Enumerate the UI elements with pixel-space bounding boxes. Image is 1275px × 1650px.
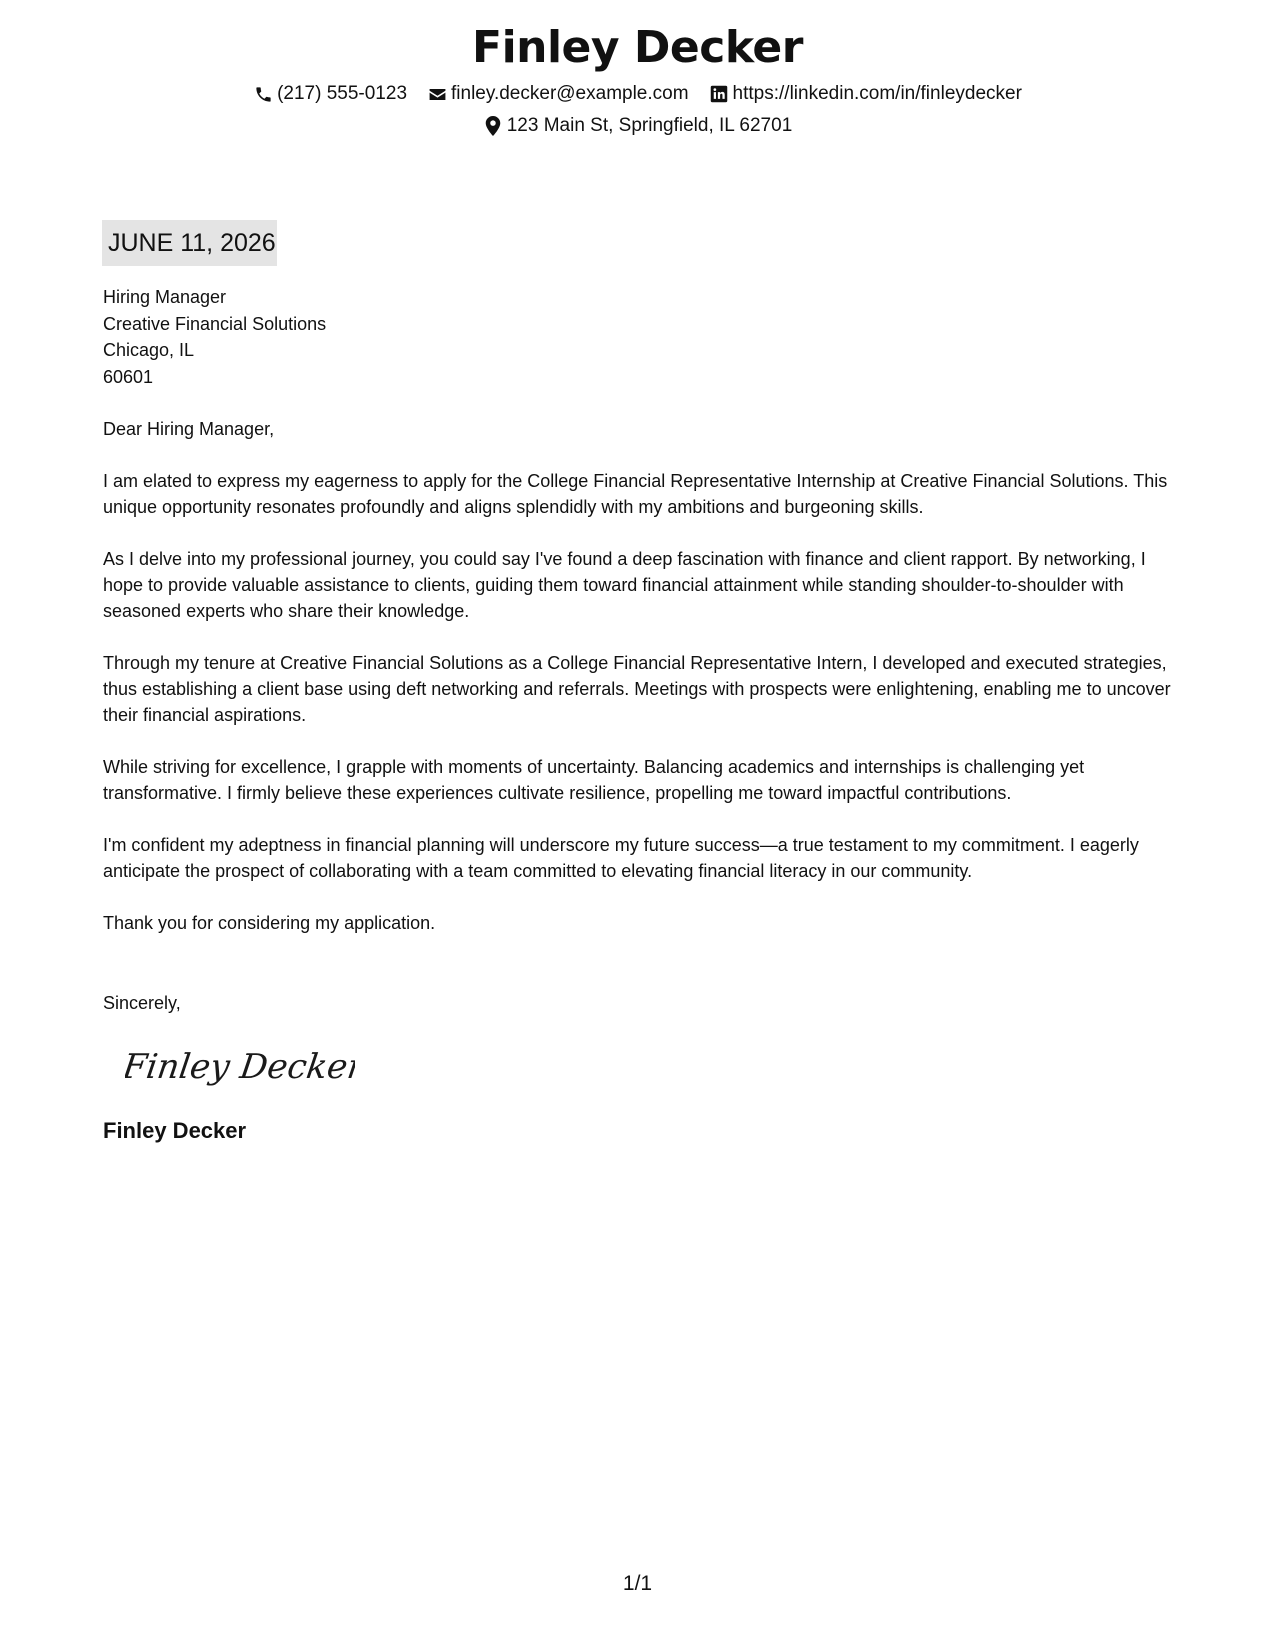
contact-linkedin bbox=[709, 80, 1022, 108]
paragraph-6: Thank you for considering my application. bbox=[103, 913, 436, 933]
signer-name: Finley Decker bbox=[103, 1118, 247, 1143]
contact-phone bbox=[253, 80, 407, 108]
linkedin-link[interactable]: https://linkedin.com/in/finleydecker bbox=[732, 83, 1022, 104]
linkedin-icon bbox=[709, 84, 729, 104]
paragraph-2: As I delve into my professional journey, you could say I've found a deep fascination with finance and client rapport. By networking, I hope to provide valuable assistance to clients, guiding them toward financial attainment while standing shoulder-to-shoulder with seasoned experts who share their knowledge. bbox=[103, 549, 1146, 621]
recipient-block bbox=[103, 284, 1183, 390]
letter-date: JUNE 11, 2026 bbox=[102, 220, 277, 266]
handwritten-signature bbox=[125, 1038, 355, 1098]
recipient-city-state: Chicago, IL bbox=[103, 340, 195, 360]
recipient-zip: 60601 bbox=[103, 366, 154, 387]
paragraph-1: I am elated to express my eagerness to apply for the College Financial Representative Internship at Creative Financial Solutions. This unique opportunity resonates profoundly and aligns splendidly with my ambitions and burgeoning skills. bbox=[103, 471, 1168, 517]
phone-icon bbox=[253, 84, 273, 104]
paragraph-4: While striving for excellence, I grapple with moments of uncertainty. Balancing academics and internships is challenging yet transformative. I firmly believe these experiences cultivate resilience, propelling me toward impactful contributions. bbox=[103, 757, 1085, 803]
phone-text: (217) 555-0123 bbox=[277, 83, 408, 104]
address-row bbox=[0, 112, 1275, 140]
applicant-name: Finley Decker bbox=[472, 22, 803, 73]
email-link[interactable]: finley.decker@example.com bbox=[451, 83, 689, 104]
map-marker-icon bbox=[483, 116, 503, 136]
recipient-title: Hiring Manager bbox=[103, 287, 227, 307]
envelope-icon bbox=[427, 84, 447, 104]
page-number: 1/1 bbox=[622, 1572, 653, 1595]
address-text: 123 Main St, Springfield, IL 62701 bbox=[506, 115, 793, 136]
salutation: Dear Hiring Manager, bbox=[103, 419, 275, 439]
signature-glyphs: Finley Decker bbox=[125, 1047, 355, 1087]
contact-email bbox=[427, 80, 689, 108]
recipient-company: Creative Financial Solutions bbox=[103, 313, 327, 334]
closing: Sincerely, bbox=[103, 993, 181, 1013]
letter-header bbox=[0, 20, 1275, 140]
letter-body bbox=[103, 220, 1183, 1146]
paragraph-3: Through my tenure at Creative Financial Solutions as a College Financial Representative Intern, I developed and executed strategies, thus establishing a client base using deft networking and referrals. Meetings with prospects were enlightening, enabling me to uncover their financial aspirations. bbox=[103, 653, 1171, 725]
contact-address bbox=[483, 112, 793, 140]
paragraph-5: I'm confident my adeptness in financial planning will underscore my future success—a true testament to my commitment. I eagerly anticipate the prospect of collaborating with a team committed to elevating financial literacy in our community. bbox=[103, 835, 1139, 881]
contact-info-row bbox=[0, 80, 1275, 108]
